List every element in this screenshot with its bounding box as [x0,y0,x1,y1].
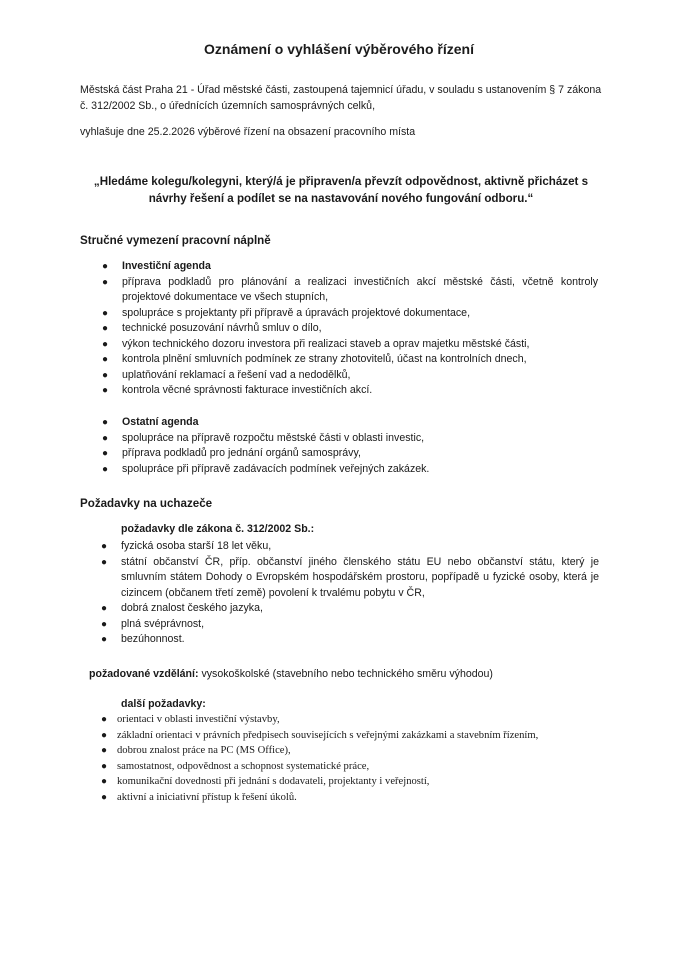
bullet-icon: ● [101,556,108,568]
bullet-icon: ● [101,791,108,803]
list-item [102,368,598,384]
bullet-icon: ● [102,463,109,475]
bullet-icon: ● [101,541,108,552]
list-item-text: dobrá znalost českého jazyka, [121,602,263,614]
bullet-icon: ● [102,385,109,396]
list-item-text: technické posuzování návrhů smluv o dílo, [122,322,322,334]
list-item [102,446,598,462]
list-item-text: plná svéprávnost, [121,617,205,630]
bullet-icon: ● [102,432,109,444]
list-item [102,383,598,399]
bullet-icon: ● [102,448,109,459]
list-item-text: aktivní a iniciativní přístup k řešení úkolů. [117,791,297,803]
additional-requirements-list [101,712,599,805]
other-agenda-heading: Ostatní agenda [122,416,199,428]
list-item [102,275,598,306]
list-item-text: základní orientaci v právních předpisech souvisejících s veřejnými zakázkami a stavebním řízením, [117,729,539,741]
list-item-text: spolupráce na přípravě rozpočtu městské části v oblasti investic, [122,431,425,444]
bullet-icon: ● [101,729,108,741]
list-heading-item [102,415,598,431]
bullet-icon: ● [102,307,109,319]
bullet-icon: ● [102,338,109,350]
education-requirement [89,666,493,682]
list-item [101,743,599,759]
list-item [101,790,599,806]
list-item [102,352,598,368]
list-item [101,712,599,728]
education-label: požadované vzdělání: [89,668,199,680]
list-item [101,759,599,775]
section-heading-duties: Stručné vymezení pracovní náplně [80,234,271,247]
intro-paragraph: Městská část Praha 21 - Úřad městské části, zastoupená tajemnicí úřadu, v souladu s ustanovením § 7 zákona č. 312/2002 Sb., o úřednících územních samosprávných celků, [80,84,602,112]
list-item [101,774,599,790]
list-item-text: státní občanství ČR, příp. občanství jiného členského státu EU nebo občanství státu, který je smluvním státem Dohody o Evropském hospodářském prostoru, popřípadě u fyzické osoby, která je cizincem (občanem třetí země) povolení k trvalému pobytu v ČR, [121,555,599,599]
list-heading-item [102,259,598,275]
list-item-text: výkon technického dozoru investora při realizaci staveb a oprav majetku městské části, [122,337,530,350]
motto-quote: „Hledáme kolegu/kolegyni, který/á je připraven/a převzít odpovědnost, aktivně přicházet s návrhy řešení a podílet se na nastavování nového fungování odboru.“ [93,175,589,205]
education-value: vysokoškolské (stavebního nebo technického směru výhodou) [198,668,493,680]
bullet-icon: ● [102,417,109,428]
list-item [102,306,598,322]
list-item [101,728,599,744]
investment-agenda-list [102,259,598,399]
bullet-icon: ● [102,354,109,365]
list-item-text: bezúhonnost. [121,633,185,645]
list-item [101,555,599,602]
bullet-icon: ● [102,323,109,334]
list-item-text: dobrou znalost práce na PC (MS Office), [117,745,291,756]
list-item-text: uplatňování reklamací a řešení vad a nedodělků, [122,368,351,381]
bullet-icon: ● [101,634,108,645]
list-item-text: spolupráce s projektanty při přípravě a úpravách projektové dokumentace, [122,306,471,319]
bullet-icon: ● [101,603,108,614]
list-item-text: kontrola plnění smluvních podmínek ze strany zhotovitelů, účast na kontrolních dnech, [122,353,527,365]
bullet-icon: ● [101,745,108,756]
list-item-text: samostatnost, odpovědnost a schopnost systematické práce, [117,760,370,772]
law-requirements-heading: požadavky dle zákona č. 312/2002 Sb.: [121,523,315,535]
bullet-icon: ● [101,760,108,772]
list-item-text: spolupráce při přípravě zadávacích podmínek veřejných zakázek. [122,462,430,475]
bullet-icon: ● [101,714,108,725]
law-requirements-list [101,539,599,648]
list-item-text: orientaci v oblasti investiční výstavby, [117,714,280,725]
document-title: Oznámení o vyhlášení výběrového řízení [204,41,474,57]
list-item-text: komunikační dovednosti při jednání s dodavateli, projektanty i veřejností, [117,776,430,787]
list-item [101,601,599,617]
additional-requirements-heading: další požadavky: [121,698,206,710]
list-item-text: příprava podkladů pro plánování a realizaci investičních akcí městské části, včetně kontroly projektové dokumentace ve všech stupních, [122,275,598,303]
list-item [102,321,598,337]
bullet-icon: ● [102,276,109,288]
list-item-text: fyzická osoba starší 18 let věku, [121,540,272,552]
investment-agenda-heading: Investiční agenda [122,260,211,272]
bullet-icon: ● [102,369,109,381]
list-item [101,617,599,633]
list-item-text: kontrola věcné správnosti fakturace investičních akcí. [122,384,373,396]
section-heading-requirements: Požadavky na uchazeče [80,497,213,510]
list-item [102,431,598,447]
list-item [101,539,599,555]
bullet-icon: ● [101,618,108,630]
bullet-icon: ● [101,776,108,787]
announcement-paragraph: vyhlašuje dne 25.2.2026 výběrové řízení na obsazení pracovního místa [80,126,416,138]
bullet-icon: ● [102,261,109,272]
other-agenda-list [102,415,598,477]
list-item [101,632,599,648]
list-item [102,337,598,353]
list-item [102,462,598,478]
list-item-text: příprava podkladů pro jednání orgánů samosprávy, [122,447,361,459]
